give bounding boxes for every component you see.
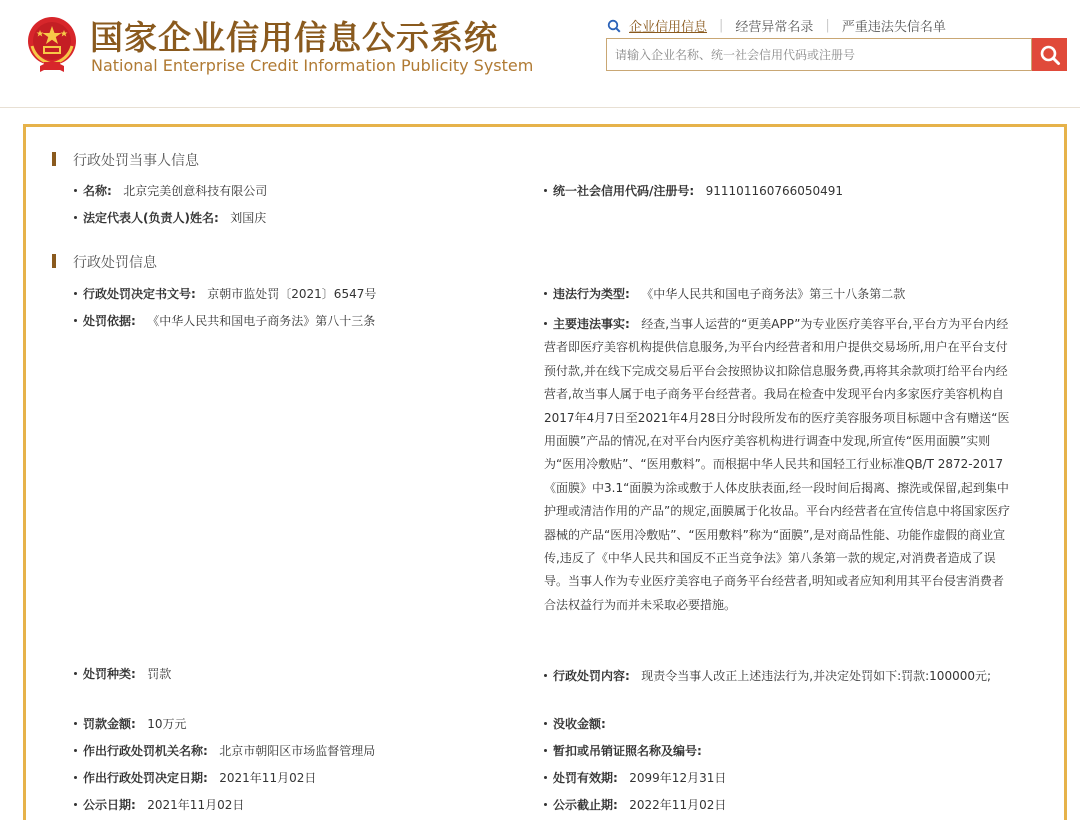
nav-enterprise-credit[interactable]: 企业信用信息 (629, 20, 708, 35)
nav-separator: | (719, 18, 724, 33)
field-authority: 作出行政处罚机关名称: 北京市朝阳区市场监督管理局 (74, 743, 375, 759)
nav-serious-violation-list[interactable]: 严重违法失信名单 (841, 20, 946, 35)
field-publish-end-date: 公示截止期: 2022年11月02日 (544, 797, 726, 813)
field-publish-date-value: 2021年11月02日 (147, 798, 245, 812)
field-credit-code: 统一社会信用代码/注册号: 911101160766050491 (544, 183, 843, 199)
field-decision-doc-no: 行政处罚决定书文号: 京朝市监处罚〔2021〕6547号 (74, 286, 376, 302)
section-penalty-info (55, 252, 157, 272)
section-title-text: 行政处罚当事人信息 (73, 153, 199, 169)
section-marker (52, 152, 56, 166)
header-divider (0, 107, 1080, 108)
field-penalty-basis: 处罚依据: 《中华人民共和国电子商务法》第八十三条 (74, 313, 375, 329)
search-input[interactable] (607, 39, 1031, 70)
field-publish-end-date-value: 2022年11月02日 (629, 798, 727, 812)
field-violation-type-value: 《中华人民共和国电子商务法》第三十八条第二款 (641, 287, 906, 301)
field-publish-date: 公示日期: 2021年11月02日 (74, 797, 244, 813)
field-legal-rep-value: 刘国庆 (230, 211, 267, 225)
field-license: 暂扣或吊销证照名称及编号: (544, 743, 713, 759)
field-valid-period: 处罚有效期: 2099年12月31日 (544, 770, 726, 786)
field-penalty-kind-value: 罚款 (147, 667, 172, 681)
field-fine-amount-value: 10万元 (147, 717, 187, 731)
field-authority-value: 北京市朝阳区市场监督管理局 (219, 744, 376, 758)
field-main-facts-value: 经查,当事人运营的“更美APP”为专业医疗美容平台,平台方为平台内经营者即医疗美容机构提供信息服务,为平台内经营者和用户提供交易场所,用户在平台支付预付款,并在线下完成交易后平台会按照协议扣除信息服务费,再将其余款项打给平台内经营者,故当事人属于电子商务平台经营者。我局在检查中发现平台内多家医疗美容机构自2017年4月7日至2021年4月28日分时段所发布的医疗美容服务项目标题中含有赠送“医用面膜”产品的情况,在对平台内医疗美容机构进行调查中发现,所宣传“医用面膜”实则为“医用冷敷贴”、“医用敷料”。而根据中华人民共和国轻工行业标准QB/T 2872-2017《面膜》中3.1“面膜为涂或敷于人体皮肤表面,经一段时间后揭离、擦洗或保留,起到集中护理或清洁作用的产品”的规定,面膜属于化妆品。平台内经营者在宣传信息中将国家医疗器械的产品“医用冷敷贴”、“医用敷料”称为“面膜”,是对商品性能、功能作虚假的商业宣传,违反了《中华人民共和国反不正当竞争法》第八条第一款的规定,对消费者造成了误导。当事人作为专业医疗美容电子商务平台经营者,明知或者应知利用其平台侵害消费者合法权益行为而并未采取必要措施。 (544, 317, 1011, 612)
field-name: 名称: 北京完美创意科技有限公司 (74, 183, 267, 199)
search-box (606, 38, 1032, 71)
national-emblem-icon (26, 14, 78, 72)
nav-separator: | (825, 18, 830, 33)
field-legal-rep: 法定代表人(负责人)姓名: 刘国庆 (74, 210, 266, 226)
section-party-info (55, 150, 199, 170)
field-name-value: 北京完美创意科技有限公司 (123, 184, 268, 198)
field-penalty-basis-value: 《中华人民共和国电子商务法》第八十三条 (147, 314, 376, 328)
field-main-facts: 主要违法事实: 经查,当事人运营的“更美APP”为专业医疗美容平台,平台方为平台内经营者即医疗美容机构提供信息服务,为平台内经营者和用户提供交易场所,用户在平台支付预付款,并在线下完成交易后平台会按照协议扣除信息服务费,再将其余款项打给平台内经营者,故当事人属于电子商务平台经营者。我局在检查中发现平台内多家医疗美容机构自2017年4月7日至2021年4月28日分时段所发布的医疗美容服务项目标题中含有赠送“医用面膜”产品的情况,在对平台内医疗美容机构进行调查中发现,所宣传“医用面膜”实则为“医用冷敷贴”、“医用敷料”。而根据中华人民共和国轻工行业标准QB/T 2872-2017《面膜》中3.1“面膜为涂或敷于人体皮肤表面,经一段时间后揭离、擦洗或保留,起到集中护理或清洁作用的产品”的规定,面膜属于化妆品。平台内经营者在宣传信息中将国家医疗器械的产品“医用冷敷贴”、“医用敷料”称为“面膜”,是对商品性能、功能作虚假的商业宣传,违反了《中华人民共和国反不正当竞争法》第八条第一款的规定,对消费者造成了误导。当事人作为专业医疗美容电子商务平台经营者,明知或者应知利用其平台侵害消费者合法权益行为而并未采取必要措施。 (544, 317, 1011, 612)
search-button[interactable] (1032, 38, 1067, 71)
site-title-cn: 国家企业信用信息公示系统 (90, 18, 498, 57)
field-confiscation: 没收金额: (544, 716, 617, 732)
section-title-text: 行政处罚信息 (73, 255, 157, 271)
search-icon (607, 19, 621, 33)
site-title-en: National Enterprise Credit Information Publicity System (91, 56, 534, 75)
site-header (0, 0, 1080, 100)
field-fine-amount: 罚款金额: 10万元 (74, 716, 187, 732)
field-violation-type: 违法行为类型: 《中华人民共和国电子商务法》第三十八条第二款 (544, 286, 905, 302)
field-decision-doc-no-value: 京朝市监处罚〔2021〕6547号 (207, 287, 377, 301)
field-decision-date-value: 2021年11月02日 (219, 771, 317, 785)
field-penalty-content-value: 现责令当事人改正上述违法行为,并决定处罚如下:罚款:100000元; (641, 669, 992, 683)
nav-abnormal-list[interactable]: 经营异常名录 (735, 20, 814, 35)
top-nav (607, 16, 946, 35)
field-valid-period-value: 2099年12月31日 (629, 771, 727, 785)
field-decision-date: 作出行政处罚决定日期: 2021年11月02日 (74, 770, 316, 786)
section-marker (52, 254, 56, 268)
field-credit-code-value: 911101160766050491 (705, 184, 844, 198)
field-penalty-kind: 处罚种类: 罚款 (74, 666, 171, 682)
search-icon (1039, 44, 1061, 66)
field-penalty-content: 行政处罚内容: 现责令当事人改正上述违法行为,并决定处罚如下:罚款:100000元; (544, 666, 1014, 687)
